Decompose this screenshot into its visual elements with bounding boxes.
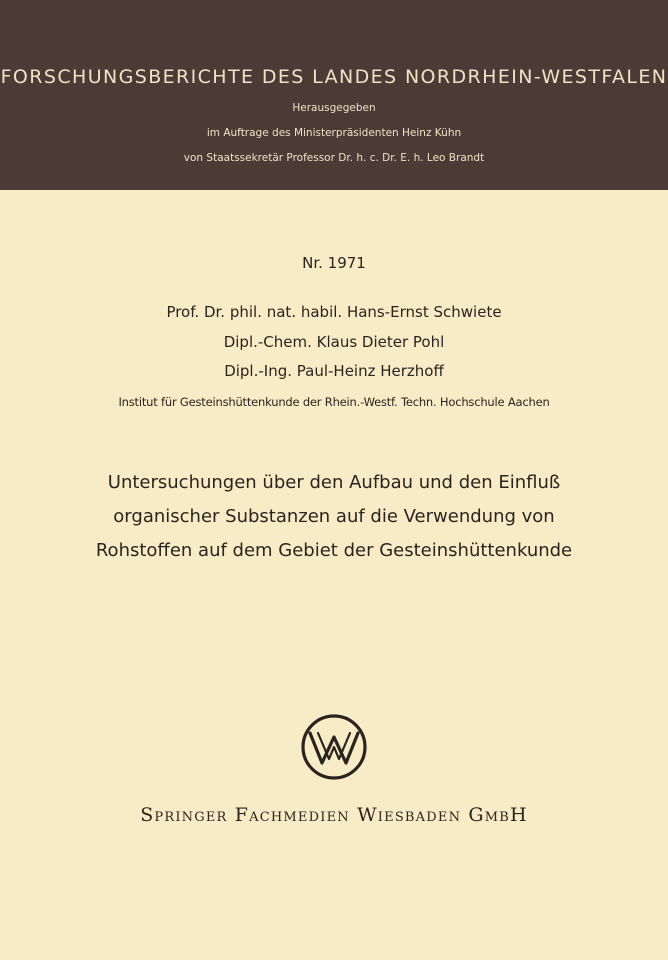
publisher-logo-icon (300, 713, 368, 781)
editor-label: Herausgegeben (292, 102, 376, 114)
author-2: Dipl.-Chem. Klaus Dieter Pohl (223, 333, 445, 351)
commission-line: im Auftrage des Ministerpräsidenten Heinz Kühn (206, 127, 462, 139)
report-number: Nr. 1971 (302, 254, 366, 272)
series-title: FORSCHUNGSBERICHTE DES LANDES NORDRHEIN-WESTFALEN (0, 66, 668, 88)
editor-name-line: von Staatssekretär Professor Dr. h. c. Dr. E. h. Leo Brandt (183, 152, 485, 164)
author-3: Dipl.-Ing. Paul-Heinz Herzhoff (224, 362, 444, 380)
author-1: Prof. Dr. phil. nat. habil. Hans-Ernst Schwiete (166, 303, 502, 321)
title-line-3: Rohstoffen auf dem Gebiet der Gesteinshüttenkunde (95, 540, 573, 561)
publisher-name: Springer Fachmedien Wiesbaden GmbH (140, 804, 528, 826)
series-banner (0, 0, 668, 190)
institute-line: Institut für Gesteinshüttenkunde der Rhein.-Westf. Techn. Hochschule Aachen (118, 395, 550, 409)
title-line-1: Untersuchungen über den Aufbau und den Einfluß (107, 472, 561, 493)
title-line-2: organischer Substanzen auf die Verwendung von (113, 506, 555, 527)
